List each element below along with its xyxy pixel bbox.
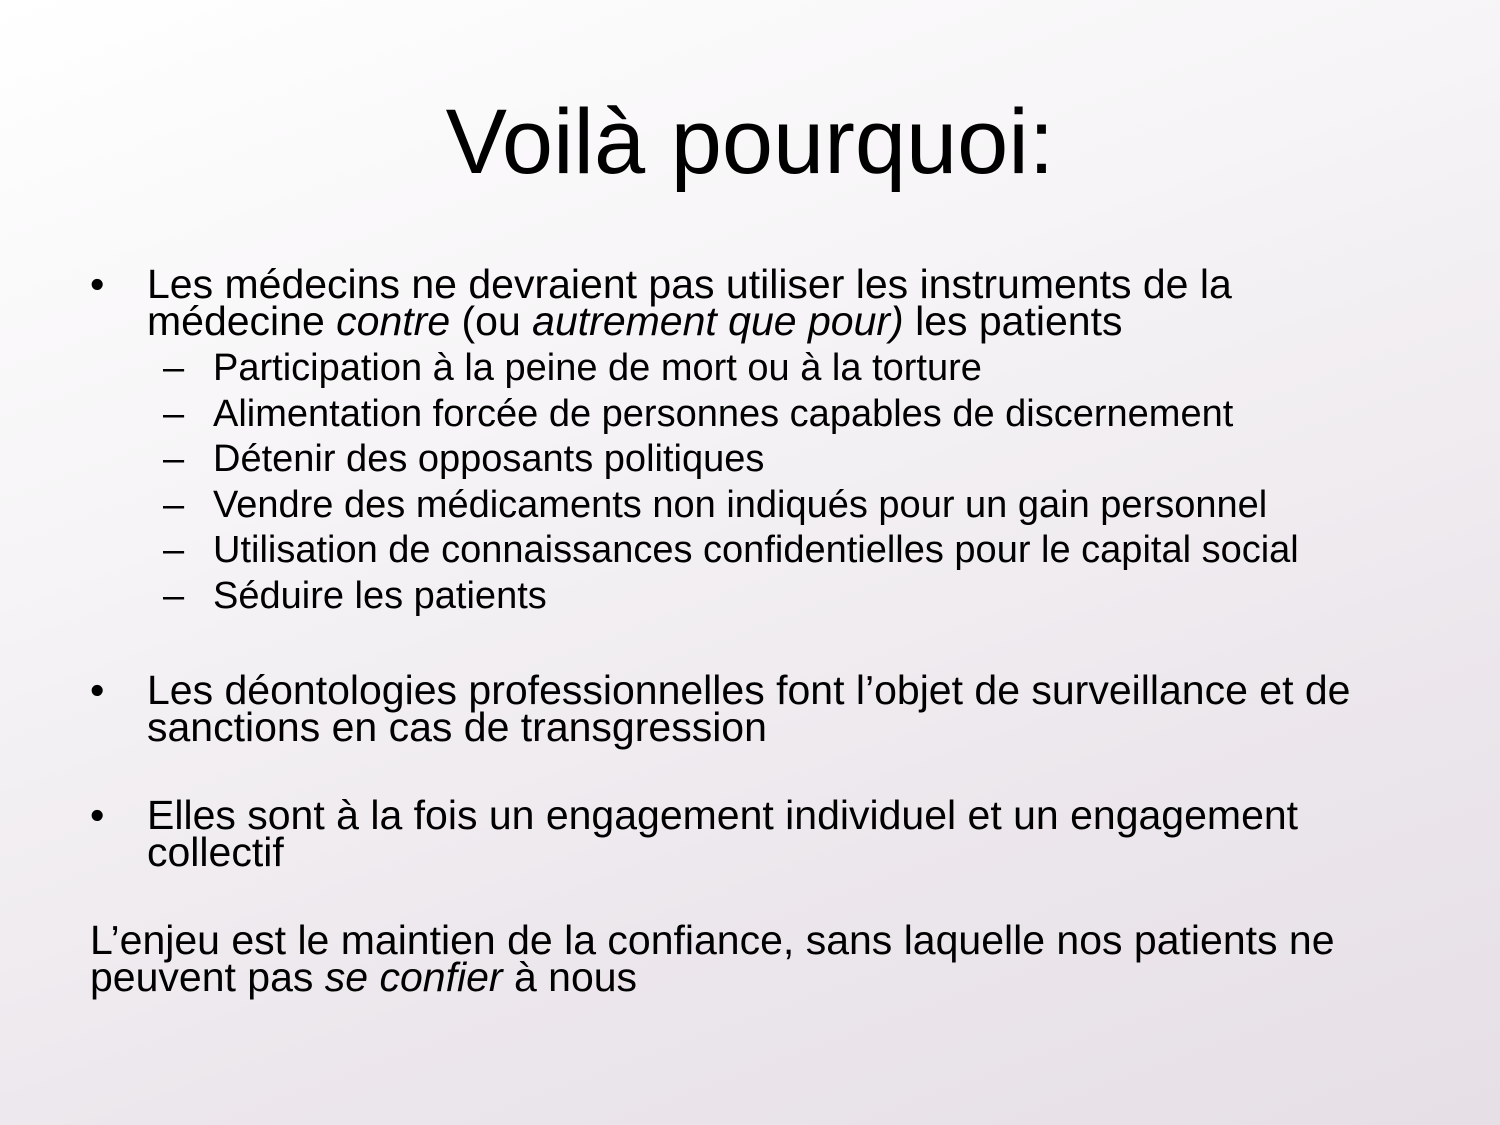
- text-run: peuvent pas: [90, 954, 325, 1000]
- sub-item: [163, 437, 1463, 483]
- closing-line: L’enjeu est le maintien de la confiance, sans laquelle nos patients ne: [90, 917, 1335, 963]
- sub-item: [163, 528, 1463, 574]
- bullet-text: [147, 261, 1417, 344]
- closing-line: [90, 954, 1420, 1000]
- bullet-text: [147, 667, 1417, 750]
- dash-marker: –: [163, 392, 185, 435]
- dash-marker: –: [163, 483, 185, 526]
- bullet-dot: •: [90, 667, 105, 713]
- text-run: médecine: [147, 298, 337, 344]
- bullet-line: sanctions en cas de transgression: [147, 704, 767, 750]
- sub-item-text: Participation à la peine de mort ou à la torture: [213, 347, 982, 389]
- bullet-dot: •: [90, 261, 105, 307]
- sub-item-text: Vendre des médicaments non indiqués pour un gain personnel: [213, 483, 1268, 526]
- sub-item: [163, 392, 1463, 438]
- sub-item: [163, 574, 1463, 620]
- text-run: à nous: [502, 954, 638, 1000]
- bullet-line: Elles sont à la fois un engagement individuel et un engagement: [147, 792, 1299, 838]
- text-run: (ou: [450, 298, 533, 344]
- italic-run: se confier: [324, 954, 503, 1000]
- italic-run: autrement que pour): [532, 298, 904, 344]
- italic-run: contre: [336, 298, 451, 344]
- sub-item-text: Utilisation de connaissances confidentielles pour le capital social: [213, 529, 1299, 571]
- dash-marker: –: [163, 529, 185, 571]
- dash-marker: –: [163, 574, 185, 617]
- bullet-line: [147, 298, 1417, 344]
- text-run: les patients: [903, 298, 1123, 344]
- dash-marker: –: [163, 347, 185, 389]
- sub-item-text: Séduire les patients: [213, 574, 547, 617]
- closing-statement: [90, 917, 1420, 1000]
- sub-item-text: Alimentation forcée de personnes capables de discernement: [213, 392, 1234, 435]
- bullet-line: collectif: [147, 829, 284, 875]
- sub-item-text: Détenir des opposants politiques: [213, 438, 765, 480]
- bullet-line: Les médecins ne devraient pas utiliser les instruments de la: [147, 261, 1232, 307]
- sub-item: [163, 483, 1463, 529]
- bullet-line: Les déontologies professionnelles font l’objet de surveillance et de: [147, 667, 1351, 713]
- bullet-dot: •: [90, 792, 105, 838]
- sub-item: [163, 346, 1463, 392]
- bullet-text: [147, 792, 1417, 875]
- slide-title: Voilà pourquoi:: [445, 91, 1055, 193]
- sub-list: [163, 346, 1463, 619]
- dash-marker: –: [163, 438, 185, 480]
